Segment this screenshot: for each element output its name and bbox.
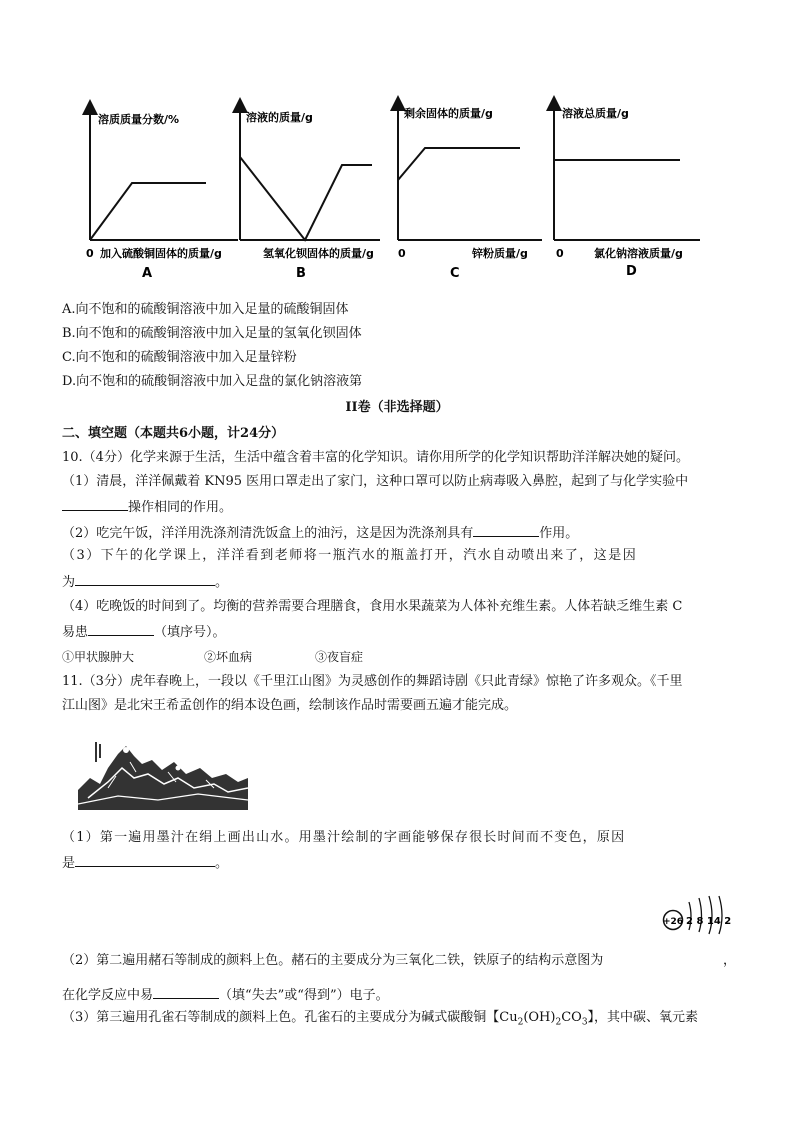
- answer-blank[interactable]: [153, 984, 219, 999]
- option-b: B.向不饱和的硫酸铜溶液中加入足量的氢氧化钡固体: [62, 326, 362, 341]
- landscape-painting-image: [78, 738, 248, 810]
- option-a: A.向不饱和的硫酸铜溶液中加入足量的硫酸铜固体: [62, 302, 349, 317]
- q10-p2: （2）吃完午饭，洋洋用洗涤剂清洗饭盒上的油污，这是因为洗涤剂具有 作用。: [62, 522, 578, 544]
- q11-stem-line1: 11.（3分）虎年春晚上，一段以《千里江山图》为灵感创作的舞蹈诗剧《只此青绿》惊艳了许多观众。《千里: [62, 674, 683, 689]
- q10-choice-1: ①甲状腺肿大: [62, 650, 135, 664]
- answer-blank[interactable]: [473, 522, 539, 537]
- option-c: C.向不饱和的硫酸铜溶液中加入足量锌粉: [62, 350, 297, 365]
- part2-title: II卷（非选择题）: [345, 400, 449, 415]
- graph-d-xlabel: 氯化钠溶液质量/g: [594, 247, 683, 260]
- q11-p2-line2: 在化学反应中易 （填“失去”或“得到”）电子。: [62, 984, 389, 1006]
- graphs-figure: [60, 95, 710, 285]
- graph-b-curve: [240, 157, 372, 240]
- graph-b-ylabel: 溶液的质量/g: [246, 111, 313, 124]
- q11-p1-line2: 是 。: [62, 852, 228, 874]
- q10-choice-3: ③夜盲症: [315, 650, 364, 664]
- q10-p4-line1: （4）吃晚饭的时间到了。均衡的营养需要合理膳食，食用水果蔬菜为人体补充维生素。人体若缺乏维生素 C: [62, 599, 683, 614]
- graph-a-letter: A: [142, 266, 153, 281]
- graph-a-curve: [90, 183, 206, 240]
- graph-a-xlabel: 加入硫酸铜固体的质量/g: [100, 247, 222, 260]
- q11-p3-line1: （3）第三遍用孔雀石等制成的颜料上色。孔雀石的主要成分为碱式碳酸铜【$Cu_2(OH)_2CO_3$】，其中碳、氧元素: [62, 1010, 699, 1028]
- q10-p1-line1: （1）清晨，洋洋佩戴着 KN95 医用口罩走出了家门，这种口罩可以防止病毒吸入鼻腔，起到了与化学实验中: [62, 474, 689, 489]
- graph-d-ylabel: 溶液总质量/g: [562, 107, 629, 120]
- graph-c-xlabel: 锌粉质量/g: [472, 247, 528, 260]
- atom-electron-label: 2 8 14 2: [686, 916, 732, 927]
- graph-a-ylabel: 溶质质量分数/%: [98, 113, 180, 126]
- q10-stem: 10.（4分）化学来源于生活，生活中蕴含着丰富的化学知识。请你用所学的化学知识帮助洋洋解决她的疑问。: [62, 450, 689, 465]
- graph-c-curve: [398, 148, 520, 180]
- answer-blank[interactable]: [75, 571, 215, 586]
- q11-stem-line2: 江山图》是北宋王希孟创作的绢本设色画，绘制该作品时需要画五遍才能完成。: [62, 698, 518, 713]
- graph-a: [86, 107, 238, 281]
- option-d: D.向不饱和的硫酸铜溶液中加入足盘的氯化钠溶液第: [62, 374, 363, 389]
- q10-p1-line2: 操作相同的作用。: [62, 496, 232, 518]
- answer-blank[interactable]: [88, 621, 154, 636]
- q10-p4-line2: 易患 （填序号）。: [62, 621, 226, 643]
- q10-p3-line2: 为 。: [62, 571, 228, 593]
- answer-blank[interactable]: [62, 496, 128, 511]
- q10-p3-line1: （3）下午的化学课上，洋洋看到老师将一瓶汽水的瓶盖打开，汽水自动喷出来了，这是因: [62, 548, 638, 563]
- iron-atom-structure-diagram: [660, 888, 740, 936]
- q10-choice-2: ②坏血病: [204, 650, 253, 664]
- graph-b-letter: B: [296, 266, 306, 281]
- answer-blank[interactable]: [75, 852, 215, 867]
- section-title: 二、填空题（本题共6小题，计24分）: [62, 426, 285, 441]
- atom-nucleus-label: +26: [662, 917, 684, 927]
- graph-c-ylabel: 剩余固体的质量/g: [404, 107, 493, 120]
- graph-b: [240, 105, 380, 281]
- graph-b-xlabel: 氢氧化钡固体的质量/g: [263, 247, 374, 260]
- graph-a-origin: 0: [86, 247, 94, 260]
- q11-p1-line1: （1）第一遍用墨汁在绢上画出山水。用墨汁绘制的字画能够保存很长时间而不变色，原因: [62, 830, 626, 845]
- graph-d: [554, 103, 700, 279]
- q11-p2-line1: （2）第二遍用赭石等制成的颜料上色。赭石的主要成分为三氧化二铁，铁原子的结构示意图为 ，: [62, 953, 736, 968]
- graph-c-letter: C: [450, 266, 460, 281]
- graph-d-origin: 0: [556, 247, 564, 260]
- graph-d-letter: D: [626, 264, 637, 279]
- graph-c: [398, 103, 542, 281]
- graph-c-origin: 0: [398, 247, 406, 260]
